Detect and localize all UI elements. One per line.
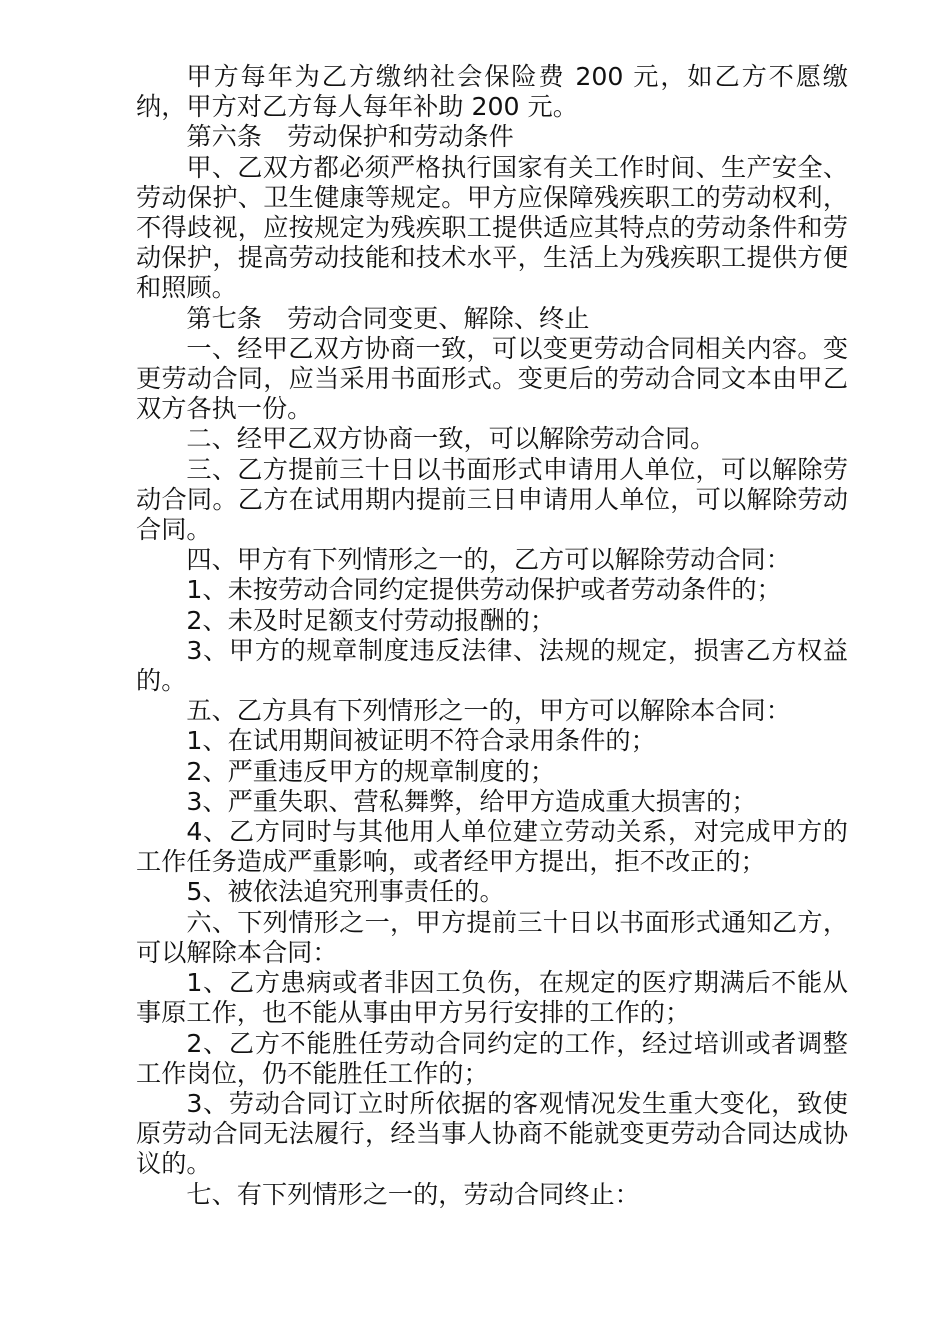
list-item: 2、严重违反甲方的规章制度的； [186,756,556,786]
paragraph-labor-protection: 甲、乙双方都必须严格执行国家有关工作时间、生产安全、劳动保护、卫生健康等规定。甲方应保障残疾职工的劳动权利，不得歧视，应按规定为残疾职工提供适应其特点的劳动条件和劳动保护，提高劳动技能和技术水平，生活上为残疾职工提供方便和照顾。 [136,152,848,303]
list-item: 1、乙方患病或者非因工负伤，在规定的医疗期满后不能从事原工作，也不能从事由甲方另行安排的工作的； [136,968,848,1028]
document-page [136,62,848,1210]
list-item: 1、未按劳动合同约定提供劳动保护或者劳动条件的； [186,575,782,605]
clause-3-resignation: 三、乙方提前三十日以书面形式申请用人单位，可以解除劳动合同。乙方在试用期内提前三日申请用人单位，可以解除劳动合同。 [136,454,848,545]
clause-7-contract-end: 七、有下列情形之一的，劳动合同终止： [186,1179,640,1209]
clause-2-mutual-termination: 二、经甲乙双方协商一致，可以解除劳动合同。 [186,424,716,454]
article-6-heading: 第六条 劳动保护和劳动条件 [186,122,514,152]
list-item: 3、甲方的规章制度违反法律、法规的规定，损害乙方权益的。 [136,635,848,696]
list-item: 5、被依法追究刑事责任的。 [186,877,505,907]
list-item: 2、未及时足额支付劳动报酬的； [186,605,556,635]
clause-5-employer-termination: 五、乙方具有下列情形之一的，甲方可以解除本合同： [186,696,791,726]
article-7-heading: 第七条 劳动合同变更、解除、终止 [186,303,590,333]
list-item: 2、乙方不能胜任劳动合同约定的工作，经过培训或者调整工作岗位，仍不能胜任工作的； [136,1028,848,1088]
list-item: 1、在试用期间被证明不符合录用条件的； [186,726,656,756]
clause-6-notice-termination: 六、下列情形之一，甲方提前三十日以书面形式通知乙方，可以解除本合同： [136,907,848,967]
clause-1-change: 一、经甲乙双方协商一致，可以变更劳动合同相关内容。变更劳动合同，应当采用书面形式。变更后的劳动合同文本由甲乙双方各执一份。 [136,333,848,424]
paragraph-insurance: 甲方每年为乙方缴纳社会保险费 200 元，如乙方不愿缴纳，甲方对乙方每人每年补助 200 元。 [136,62,848,122]
list-item: 3、严重失职、营私舞弊，给甲方造成重大损害的； [186,786,757,816]
list-item: 3、劳动合同订立时所依据的客观情况发生重大变化，致使原劳动合同无法履行，经当事人协商不能就变更劳动合同达成协议的。 [136,1088,848,1179]
list-item: 4、乙方同时与其他用人单位建立劳动关系，对完成甲方的工作任务造成严重影响，或者经甲方提出，拒不改正的； [136,817,848,877]
clause-4-employee-termination: 四、甲方有下列情形之一的，乙方可以解除劳动合同： [186,545,791,575]
